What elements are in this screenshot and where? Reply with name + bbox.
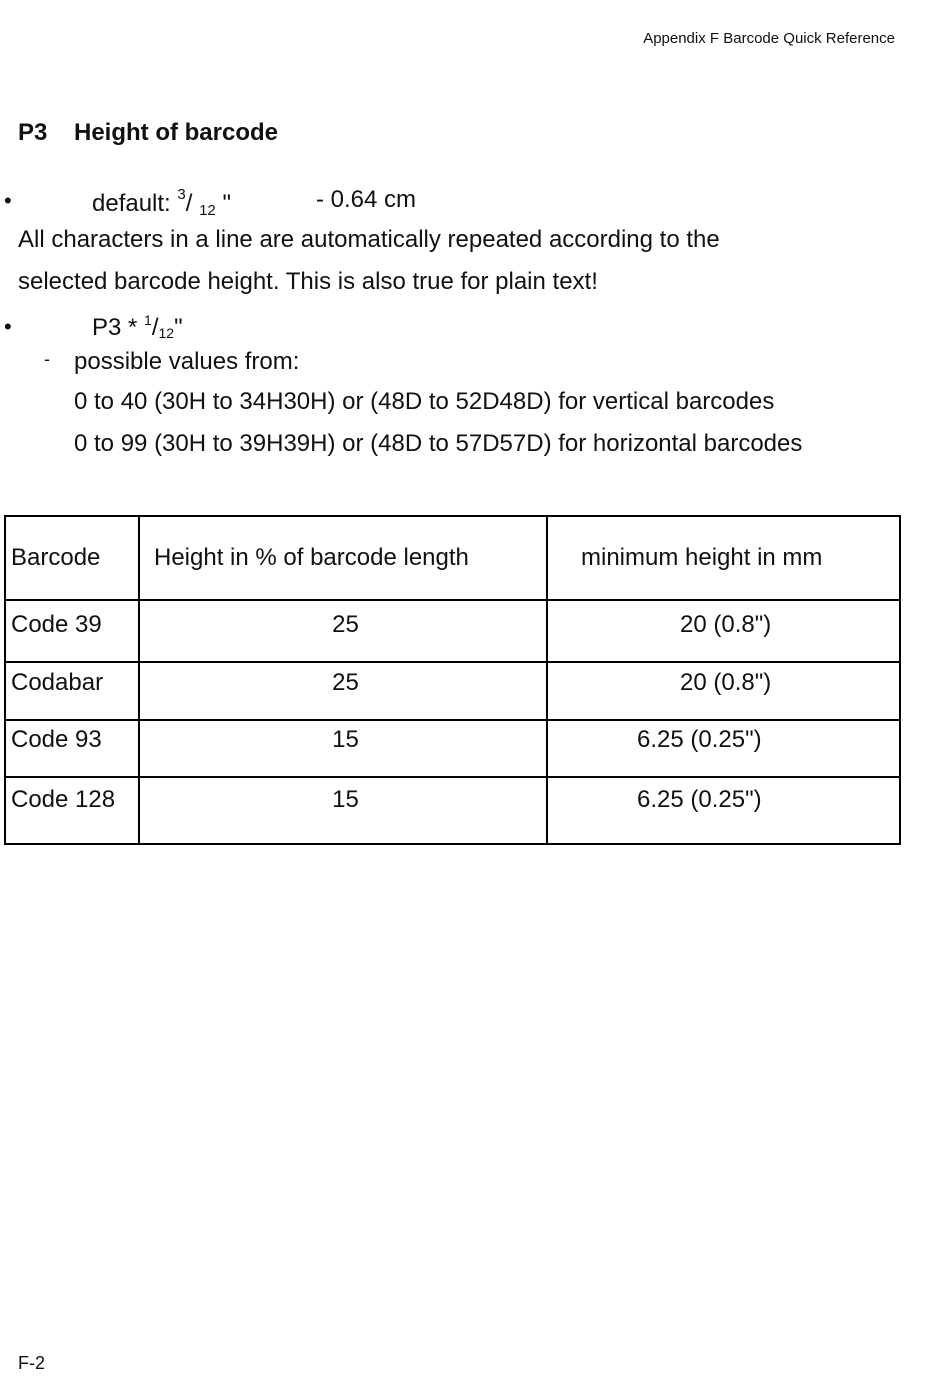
dash-marker: - (44, 349, 50, 369)
fraction-denominator: 12 (158, 325, 175, 341)
section-title: Height of barcode (74, 119, 279, 146)
cell-barcode: Code 128 (5, 777, 139, 844)
cell-min-height: 20 (0.8") (547, 600, 900, 662)
barcode-height-table (4, 515, 901, 845)
page-header: Appendix F Barcode Quick Reference (643, 30, 895, 47)
fraction-denominator: 12 (199, 202, 216, 219)
fraction-slash: / (185, 190, 193, 217)
paragraph-line-1: All characters in a line are automatically repeated according to the (18, 226, 720, 253)
values-horizontal: 0 to 99 (30H to 39H39H) or (48D to 57D57D) for horizontal barcodes (74, 430, 803, 457)
default-cm: - 0.64 cm (316, 186, 417, 213)
default-value (92, 186, 231, 219)
cell-min-height: 20 (0.8") (547, 662, 900, 720)
values-vertical: 0 to 40 (30H to 34H30H) or (48D to 52D48D) for vertical barcodes (74, 388, 775, 415)
cell-min-height: 6.25 (0.25") (547, 720, 900, 777)
cell-barcode: Code 39 (5, 600, 139, 662)
p3-prefix: P3 * (92, 314, 138, 341)
fraction-slash: / (151, 314, 159, 341)
bullet-icon: • (4, 188, 12, 213)
p3-formula (92, 312, 183, 342)
section-number: P3 (18, 119, 48, 146)
header-barcode: Barcode (5, 516, 139, 600)
cell-height-pct: 15 (139, 720, 547, 777)
table-header-row (5, 516, 900, 600)
table-row (5, 600, 900, 662)
cell-min-height: 6.25 (0.25") (547, 777, 900, 844)
header-height-pct: Height in % of barcode length (139, 516, 547, 600)
inch-mark: " (222, 190, 231, 217)
table-row (5, 720, 900, 777)
cell-height-pct: 25 (139, 662, 547, 720)
inch-mark: " (174, 314, 183, 341)
fraction-numerator: 3 (177, 186, 186, 203)
fraction-numerator: 1 (144, 312, 152, 328)
cell-barcode: Codabar (5, 662, 139, 720)
table-row (5, 777, 900, 844)
paragraph-line-2: selected barcode height. This is also true for plain text! (18, 268, 598, 295)
header-min-height: minimum height in mm (547, 516, 900, 600)
default-label: default: (92, 190, 171, 217)
values-intro: possible values from: (74, 348, 300, 375)
bullet-icon: • (4, 314, 12, 339)
cell-barcode: Code 93 (5, 720, 139, 777)
cell-height-pct: 25 (139, 600, 547, 662)
cell-height-pct: 15 (139, 777, 547, 844)
page-number: F-2 (18, 1353, 45, 1373)
table-row (5, 662, 900, 720)
